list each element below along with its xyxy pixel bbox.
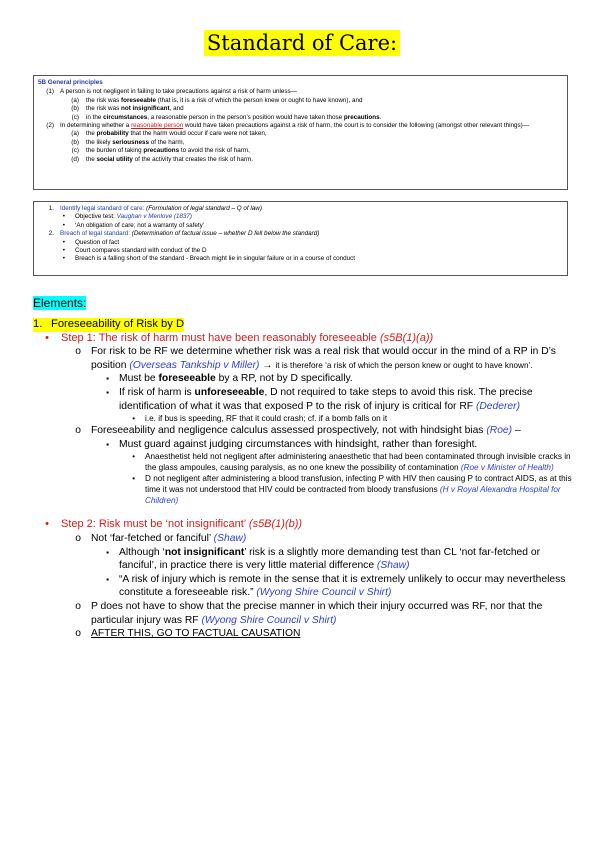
statute-p1c bbox=[38, 114, 563, 122]
statute-bold: social utility bbox=[96, 155, 133, 163]
overview-bullet bbox=[38, 222, 563, 230]
point-text: by a RP, not by D specifically. bbox=[215, 373, 353, 385]
overview-bullet bbox=[38, 239, 563, 247]
point-text: ’ risk is a slightly more demanding test than CL ‘not far-fetched or fanciful’, in practice there is very little material difference bbox=[119, 546, 541, 572]
statute-bold: not insignificant bbox=[121, 105, 170, 113]
step-2-text: Step 2: Risk must be ‘not insignificant’ bbox=[61, 518, 249, 531]
overview-item-2 bbox=[38, 230, 563, 238]
point-text: If risk of harm is bbox=[119, 386, 195, 398]
statute-p2d bbox=[38, 156, 563, 164]
statute-bold: probability bbox=[96, 130, 129, 138]
square-bullet-icon: ▪ bbox=[106, 574, 109, 584]
overview-item-1-label: Identify legal standard of care: bbox=[60, 205, 145, 212]
statute-bold: foreseeable bbox=[121, 96, 157, 104]
case-citation: (Wyong Shire Council v Shirt) bbox=[201, 614, 337, 626]
point-text: Must guard against judging circumstances with hindsight, rather than foresight. bbox=[119, 438, 478, 450]
overview-box bbox=[33, 201, 568, 276]
statute-p1c-num: (c) bbox=[71, 113, 79, 121]
statute-p2c bbox=[38, 147, 563, 155]
square-bullet-icon: ▪ bbox=[106, 547, 109, 557]
point-text: i.e. if bus is speeding, RF that it could crash; cf. if a bomb falls on it bbox=[145, 414, 388, 424]
statute-bold: precautions bbox=[143, 147, 180, 155]
case-citation: (Shaw) bbox=[376, 560, 410, 572]
point-text: “A risk of injury which is remote in the sense that it is extremely unlikely to occur may nevertheless constitute a foreseeable risk.” bbox=[119, 573, 566, 599]
statute-p2b bbox=[38, 139, 563, 147]
overview-item-2-note: (Determination of factual issue – whether D fell below the standard) bbox=[130, 230, 320, 238]
statute-p1 bbox=[38, 88, 563, 96]
point-bold: not insignificant bbox=[164, 546, 245, 558]
point-bold: unforeseeable bbox=[194, 386, 265, 398]
statute-p2a-num: (a) bbox=[71, 130, 79, 138]
bullet-icon: • bbox=[62, 247, 65, 255]
statute-text: , a reasonable person in the person’s position would have taken those bbox=[147, 113, 344, 121]
statute-text: the bbox=[86, 155, 97, 163]
point-text: Anaesthetist held not negligent after administering anaesthetic that had been contaminated through invisible cracks in the glass ampoules, causing paralysis, as no one knew the possibility of contamination bbox=[145, 452, 571, 473]
statute-text: the burden of taking bbox=[86, 147, 144, 155]
statute-bold: circumstances bbox=[103, 113, 148, 121]
point-text: it is therefore ‘a risk of which the person knew or ought to have known’. bbox=[275, 360, 533, 370]
arrow-icon: → bbox=[259, 359, 276, 371]
statute-p1a-num: (a) bbox=[71, 96, 79, 104]
section-1-heading bbox=[33, 318, 573, 332]
square-bullet-icon: ▪ bbox=[106, 439, 109, 449]
statute-text: of the activity that creates the risk of harm. bbox=[132, 155, 253, 163]
circle-bullet-icon: o bbox=[75, 628, 81, 640]
step-1-case-h bbox=[33, 473, 573, 506]
title-wrap bbox=[0, 30, 604, 56]
case-citation: Vaughan v Menlove (1837) bbox=[116, 213, 193, 221]
bullet-icon: • bbox=[62, 213, 65, 221]
step-1-text: Step 1: The risk of harm must have been reasonably foreseeable bbox=[61, 331, 380, 344]
bullet-icon: • bbox=[132, 414, 135, 424]
statute-text: that the harm would occur if care were not taken, bbox=[128, 130, 267, 138]
section-1-num: 1. bbox=[33, 318, 51, 332]
statute-p2d-num: (d) bbox=[71, 155, 79, 163]
overview-text: Breach is a falling short of the standard - Breach might lie in singular failure or in a course of conduct bbox=[75, 255, 356, 263]
overview-item-2-label: Breach of legal standard: bbox=[60, 230, 131, 238]
statute-text: the bbox=[86, 130, 97, 138]
statute-p1b-num: (b) bbox=[71, 105, 79, 113]
case-citation: (Roe) bbox=[486, 425, 513, 437]
bullet-icon: • bbox=[62, 255, 65, 263]
point-text: Must be bbox=[119, 373, 159, 385]
statute-p2a bbox=[38, 130, 563, 138]
statute-p2b-num: (b) bbox=[71, 138, 79, 146]
overview-item-2-num: 2. bbox=[48, 230, 54, 238]
step-2-point-1 bbox=[33, 532, 573, 546]
overview-bullet bbox=[38, 247, 563, 255]
statute-text: , and bbox=[169, 105, 184, 113]
case-citation: (Wyong Shire Council v Shirt) bbox=[256, 587, 392, 599]
step-2-sub-1 bbox=[33, 546, 573, 573]
statute-p2c-num: (c) bbox=[71, 147, 79, 155]
statute-heading: 5B General principles bbox=[38, 79, 103, 86]
statute-text: the likely bbox=[86, 138, 113, 146]
go-to-factual-causation: AFTER THIS, GO TO FACTUAL CAUSATION bbox=[91, 628, 301, 640]
step-1-case-roe bbox=[33, 451, 573, 473]
bullet-icon: • bbox=[132, 452, 135, 462]
bullet-icon: • bbox=[45, 331, 49, 344]
overview-text: Objective test: bbox=[75, 213, 117, 221]
statute-p1-num: (1) bbox=[46, 88, 54, 96]
statute-text: of the harm, bbox=[149, 138, 185, 146]
statute-p1a bbox=[38, 97, 563, 105]
case-citation: (H v Royal Alexandra Hospital for Children) bbox=[145, 485, 561, 506]
point-text: D not negligent after administering a blood transfusion, infecting P with HIV then causing P to contract AIDS, as at this time it was not understood that HIV could be contracted from bloody transfusions bbox=[145, 474, 572, 495]
overview-item-1 bbox=[38, 205, 563, 213]
statute-text: to avoid the risk of harm, bbox=[179, 147, 250, 155]
main-content bbox=[33, 318, 573, 641]
statute-text: the risk was bbox=[86, 105, 121, 113]
point-text: For risk to be RF we determine whether risk was a real risk that would occur in the mind of a RP in D’s position bbox=[91, 346, 556, 371]
step-2-sub-2 bbox=[33, 573, 573, 600]
square-bullet-icon: ▪ bbox=[106, 387, 109, 397]
circle-bullet-icon: o bbox=[75, 532, 81, 544]
overview-text: ‘An obligation of care; not a warranty of safety’ bbox=[75, 221, 205, 229]
case-citation: (Roe v Minister of Health) bbox=[460, 463, 554, 473]
statute-bold: seriousness bbox=[112, 138, 150, 146]
step-1-point-2 bbox=[33, 424, 573, 438]
point-bold: foreseeable bbox=[158, 373, 216, 385]
case-citation: (Dederer) bbox=[475, 400, 520, 412]
statute-bold: precautions bbox=[343, 113, 380, 121]
circle-bullet-icon: o bbox=[75, 346, 81, 358]
statute-text: in the bbox=[86, 113, 104, 121]
case-citation: (Shaw) bbox=[213, 532, 247, 544]
section-1-title: Foreseeability of Risk by D bbox=[51, 318, 185, 330]
statute-box bbox=[33, 75, 568, 190]
page-title: Standard of Care: bbox=[204, 30, 400, 56]
overview-text: Question of fact bbox=[75, 238, 120, 246]
point-text: , D not required to take steps to avoid this risk. The precise identification of what it was that exposed P to the risk of injury is critical for RF bbox=[119, 386, 533, 412]
overview-bullet bbox=[38, 213, 563, 221]
step-1-cite: (s5B(1)(a)) bbox=[379, 331, 434, 344]
bullet-icon: • bbox=[132, 474, 135, 484]
circle-bullet-icon: o bbox=[75, 600, 81, 612]
circle-bullet-icon: o bbox=[75, 425, 81, 437]
overview-text: Court compares standard with conduct of the D bbox=[75, 247, 207, 255]
step-1-sub-3 bbox=[33, 438, 573, 452]
bullet-icon: • bbox=[62, 238, 65, 246]
point-text: – bbox=[512, 425, 521, 437]
bullet-icon: • bbox=[62, 221, 65, 229]
statute-text: (that is, it is a risk of which the person knew or ought to have known), and bbox=[156, 96, 363, 104]
overview-item-1-num: 1. bbox=[48, 205, 54, 212]
statute-p2-num: (2) bbox=[46, 122, 54, 130]
statute-text: would have taken precautions against a risk of harm, the court is to consider the following (amongst other relevant things)— bbox=[183, 122, 530, 130]
bullet-icon: • bbox=[45, 518, 49, 531]
point-text: P does not have to show that the precise manner in which their injury occurred was RF, nor that the particular injury was RF bbox=[91, 600, 543, 626]
overview-bullet bbox=[38, 255, 563, 263]
reasonable-person-link[interactable]: reasonable person bbox=[131, 122, 184, 130]
step-1-sub-1 bbox=[33, 372, 573, 386]
statute-p1b bbox=[38, 105, 563, 113]
spacer bbox=[33, 506, 573, 518]
point-text: Not ‘far-fetched or fanciful’ bbox=[91, 532, 214, 544]
step-1-sub-2-example bbox=[33, 413, 573, 424]
step-2-cite: (s5B(1)(b)) bbox=[248, 518, 303, 531]
statute-text: the risk was bbox=[86, 96, 121, 104]
statute-text: . bbox=[379, 113, 382, 121]
square-bullet-icon: ▪ bbox=[106, 374, 109, 384]
statute-p2 bbox=[38, 122, 563, 130]
step-1-sub-2 bbox=[33, 386, 573, 413]
elements-heading-wrap bbox=[33, 296, 86, 311]
statute-p1-text: A person is not negligent in failing to take precautions against a risk of harm unless— bbox=[60, 88, 297, 96]
step-1 bbox=[33, 332, 573, 346]
case-citation: (Overseas Tankship v Miller) bbox=[129, 359, 260, 371]
step-1-point-1 bbox=[33, 345, 573, 372]
point-text: Foreseeability and negligence calculus assessed prospectively, not with hindsight bias bbox=[91, 425, 487, 437]
step-2-point-2 bbox=[33, 600, 573, 627]
elements-heading: Elements: bbox=[33, 296, 87, 310]
step-2-point-3 bbox=[33, 627, 573, 641]
point-text: Although ‘ bbox=[119, 546, 165, 558]
statute-text: In determining whether a bbox=[60, 122, 132, 130]
step-2 bbox=[33, 518, 573, 532]
overview-item-1-note: (Formulation of legal standard – Q of law) bbox=[144, 205, 262, 212]
